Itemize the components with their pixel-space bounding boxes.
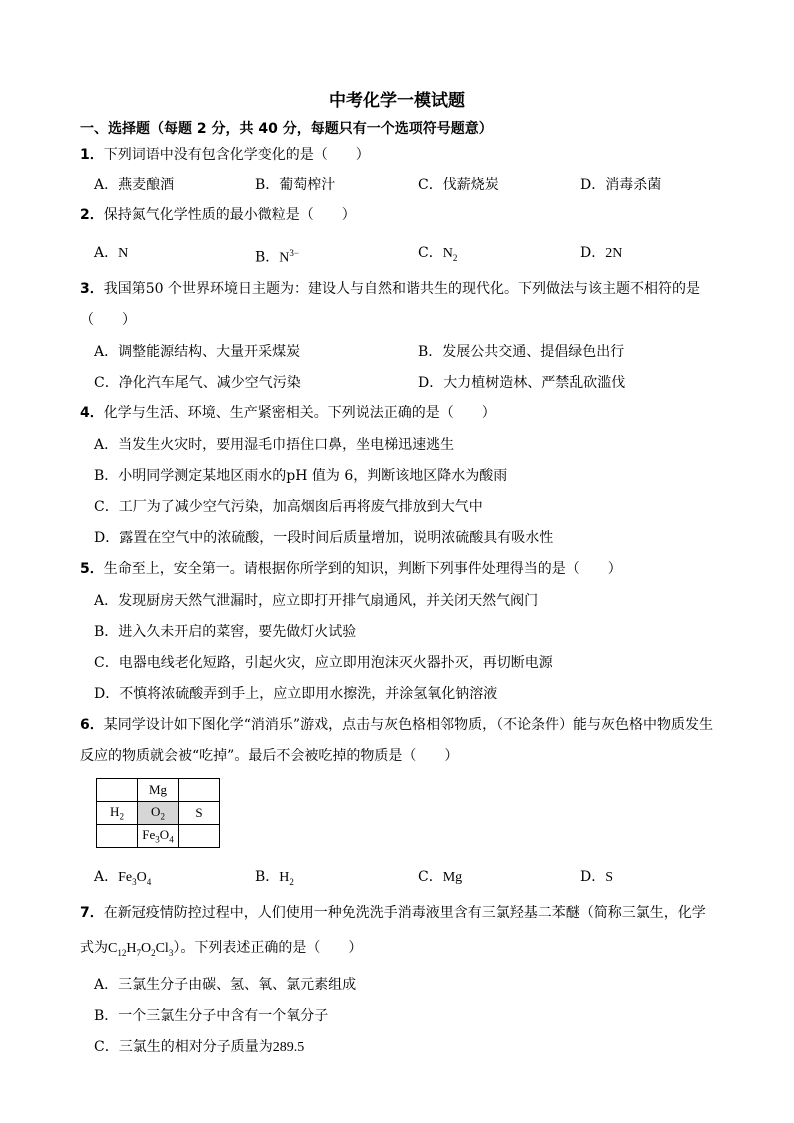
- question-number: 7．: [80, 905, 104, 921]
- q4-option-b[interactable]: B．小明同学测定某地区雨水的pH 值为 6，判断该地区降水为酸雨: [94, 468, 508, 484]
- question-7-continuation: [80, 938, 362, 963]
- formula-base: C: [108, 941, 118, 956]
- q4-option-a[interactable]: A．当发生火灾时，要用湿毛巾捂住口鼻，坐电梯迅速逃生: [94, 437, 455, 453]
- subscript: 2: [119, 811, 124, 822]
- q2-option-a[interactable]: [94, 243, 128, 264]
- option-label: A．: [94, 869, 119, 885]
- question-7: [80, 903, 706, 923]
- q6-option-d[interactable]: [580, 867, 613, 888]
- q7-option-a[interactable]: A．三氯生分子由碳、氢、氧、氯元素组成: [94, 977, 357, 993]
- formula-base: Fe: [142, 827, 156, 843]
- option-label: C．: [418, 245, 443, 261]
- grid-cell-fe3o4[interactable]: [138, 825, 179, 848]
- question-text: 生命至上，安全第一。请根据你所学到的知识，判断下列事件处理得当的是（ ）: [103, 561, 622, 577]
- grid-cell-empty: [97, 825, 138, 848]
- question-2: [80, 205, 356, 225]
- question-number: 3．: [80, 281, 104, 297]
- question-6-continuation: 反应的物质就会被“吃掉”。最后不会被吃掉的物质是（ ）: [80, 748, 459, 764]
- question-number: 6．: [80, 717, 104, 733]
- q1-option-d[interactable]: D．消毒杀菌: [580, 177, 662, 193]
- formula-base: O: [159, 827, 170, 843]
- page-title: 中考化学一模试题: [329, 91, 465, 111]
- option-value: N: [279, 250, 290, 266]
- q6-option-b[interactable]: [255, 867, 294, 892]
- question-1: [80, 145, 370, 165]
- question-text: 我国第50 个世界环境日主题为：建设人与自然和谐共生的现代化。下列做法与该主题不相符的是: [103, 281, 701, 297]
- subscript: 4: [169, 834, 174, 845]
- q3-option-a[interactable]: A．调整能源结构、大量开采煤炭: [94, 344, 301, 360]
- grid-cell-empty: [179, 779, 220, 802]
- grid-cell-empty: [97, 779, 138, 802]
- q3-option-d[interactable]: D．大力植树造林、严禁乱砍滥伐: [418, 375, 626, 391]
- q1-option-c[interactable]: C．伐薪烧炭: [418, 177, 499, 193]
- q3-option-b[interactable]: B．发展公共交通、提倡绿色出行: [418, 344, 625, 360]
- q2-option-b[interactable]: [255, 243, 299, 269]
- question-6: [80, 715, 713, 735]
- option-value: 289.5: [272, 1040, 305, 1055]
- q6-option-c[interactable]: [418, 867, 462, 888]
- subscript: 2: [160, 811, 165, 822]
- question-3-continuation: （ ）: [80, 312, 136, 328]
- q1-option-a[interactable]: A．燕麦酿酒: [94, 177, 175, 193]
- subscript: 7: [136, 947, 141, 958]
- question-text: 某同学设计如下图化学“消消乐”游戏，点击与灰色格相邻物质，（不论条件）能与灰色格中物质发生: [103, 717, 714, 733]
- section-heading: 一、选择题（每题 2 分，共 40 分，每题只有一个选项符号题意）: [80, 121, 493, 137]
- grid-cell-h2[interactable]: [97, 802, 138, 825]
- option-label: D．: [580, 869, 606, 885]
- question-text: 在新冠疫情防控过程中，人们使用一种免洗洗手消毒液里含有三氯羟基二苯醚（简称三氯生，化学: [103, 905, 706, 921]
- option-label: B．: [255, 869, 280, 885]
- subscript: 3: [132, 876, 137, 887]
- q7-option-b[interactable]: B．一个三氯生分子中含有一个氧分子: [94, 1008, 329, 1024]
- option-label: B．: [255, 249, 280, 266]
- formula-base: Fe: [118, 870, 133, 885]
- question-text: 化学与生活、环境、生产紧密相关。下列说法正确的是（ ）: [103, 405, 496, 421]
- superscript: 3−: [289, 248, 299, 258]
- question-5: [80, 559, 622, 579]
- question-number: 2．: [80, 207, 104, 223]
- text-segment: ）。下列表述正确的是（ ）: [173, 940, 363, 956]
- option-value: 2N: [605, 246, 623, 261]
- subscript: 2: [289, 876, 294, 887]
- q6-option-a[interactable]: [94, 867, 151, 892]
- subscript: 2: [151, 947, 156, 958]
- formula-base: O: [151, 804, 161, 820]
- formula-base: O: [136, 870, 147, 885]
- option-value: Mg: [442, 870, 463, 885]
- option-value: N: [118, 246, 129, 261]
- grid-cell-mg[interactable]: Mg: [138, 779, 179, 802]
- text-segment: 式为: [80, 940, 108, 956]
- game-grid: [96, 778, 220, 848]
- formula-base: Cl: [155, 941, 169, 956]
- q4-option-c[interactable]: C．工厂为了减少空气污染，加高烟囱后再将废气排放到大气中: [94, 499, 483, 515]
- grid-cell-empty: [179, 825, 220, 848]
- option-label: D．: [580, 245, 606, 261]
- grid-cell-o2-gray: [138, 802, 179, 825]
- question-number: 1．: [80, 147, 104, 163]
- subscript: 4: [146, 876, 152, 887]
- question-text: 保持氮气化学性质的最小微粒是（ ）: [103, 207, 356, 223]
- q5-option-b[interactable]: B．进入久未开启的菜窖，要先做灯火试验: [94, 624, 357, 640]
- question-text: 下列词语中没有包含化学变化的是（ ）: [103, 147, 370, 163]
- option-value: N: [442, 246, 453, 261]
- q5-option-c[interactable]: C．电器电线老化短路，引起火灾，应立即用泡沫灭火器扑灭，再切断电源: [94, 655, 553, 671]
- subscript: 2: [452, 252, 458, 263]
- formula-base: H: [110, 804, 120, 820]
- q2-option-c[interactable]: [418, 243, 457, 268]
- q3-option-c[interactable]: C．净化汽车尾气、减少空气污染: [94, 375, 301, 391]
- question-3: [80, 279, 700, 299]
- subscript: 3: [155, 834, 160, 845]
- q2-option-d[interactable]: [580, 243, 622, 264]
- question-4: [80, 403, 496, 423]
- q5-option-a[interactable]: A．发现厨房天然气泄漏时，应立即打开排气扇通风，并关闭天然气阀门: [94, 593, 539, 609]
- q5-option-d[interactable]: D．不慎将浓硫酸弄到手上，应立即用水擦洗，并涂氢氧化钠溶液: [94, 686, 498, 702]
- question-number: 4．: [80, 405, 104, 421]
- option-label: C．: [418, 869, 443, 885]
- subscript: 12: [117, 947, 127, 958]
- q1-option-b[interactable]: B．葡萄榨汁: [255, 177, 336, 193]
- question-number: 5．: [80, 561, 104, 577]
- q7-option-c[interactable]: [94, 1037, 304, 1058]
- option-label: A．: [94, 245, 119, 261]
- formula-base: O: [140, 941, 152, 956]
- formula-base: H: [126, 941, 137, 956]
- grid-cell-s[interactable]: S: [179, 802, 220, 825]
- option-value: S: [605, 870, 614, 885]
- formula-base: H: [279, 870, 290, 885]
- option-text: C．三氯生的相对分子质量为: [94, 1039, 273, 1055]
- subscript: 3: [168, 947, 174, 958]
- q4-option-d[interactable]: D．露置在空气中的浓硫酸，一段时间后质量增加，说明浓硫酸具有吸水性: [94, 530, 554, 546]
